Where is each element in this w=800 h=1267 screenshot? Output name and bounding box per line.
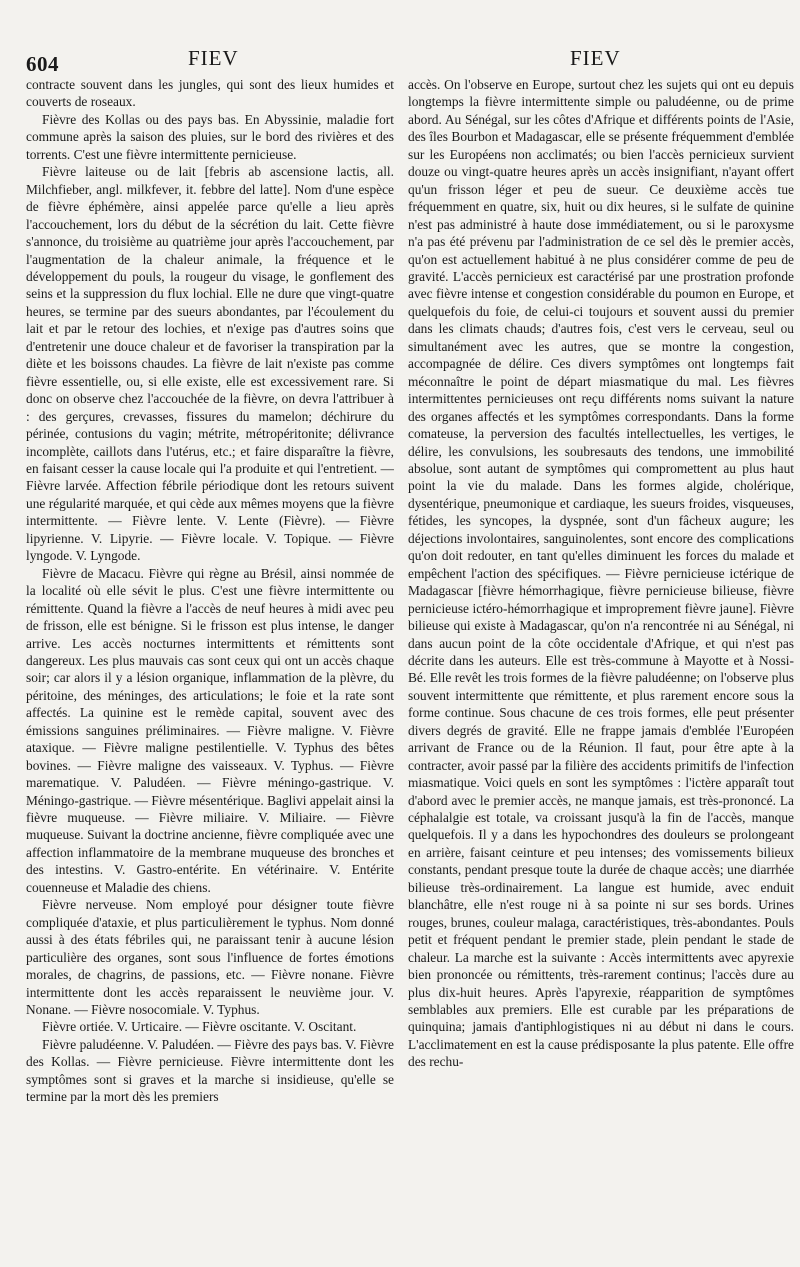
paragraph: Fièvre ortiée. V. Urticaire. — Fièvre oscitante. V. Oscitant. [42,1019,357,1035]
left-running-head: FIEV [188,46,239,70]
paragraph: Fièvre laiteuse ou de lait [febris ab ascensione lactis, all. Milchfieber, angl. milkfever, it. febbre del latte]. Nom d'une espèce de fièvre éphémère, ainsi appelée parce qu'elle a lieu après l'accouchement, lors du début de la sécrétion du lait. Cette fièvre s'annonce, du troisième au quatrième jour après l'accouchement, par l'augmentation de la chaleur animale, la fréquence et le développement du pouls, la rougeur du visage, le gonflement des seins et la suppression du flux lochial. Elle ne dure que vingt-quatre heures, se termine par des sueurs abondantes, par l'écoulement du lait et par le retour des lochies, et n'exige pas d'autres soins que d'entretenir une douce chaleur et de favoriser la transpiration par la diète et les boissons chaudes. La fièvre de lait n'existe pas comme fièvre essentielle, ou, si elle existe, elle est excessivement rare. Si donc on observe chez l'accouchée de la fièvre, on devra l'attribuer à : des gerçures, crevasses, fissures du mamelon; déchirure du périnée, contusions du vagin; métrite, métropéritonite; délivrance incomplète, caillots dans l'utérus, etc.; et faire disparaître la fièvre, en faisant cesser la cause locale qui l'a produite et qui l'entretient. — Fièvre larvée. Affection fébrile périodique dont les retours suivent une régularité marquée, et qui cède aux mêmes moyens que la fièvre intermittente. — Fièvre lente. V. Lente (Fièvre). — Fièvre lipyrienne. V. Lipyrie. — Fièvre locale. V. Topique. — Fièvre lyngode. V. Lyngode. [26,164,394,564]
paragraph: Fièvre nerveuse. Nom employé pour désigner toute fièvre compliquée d'ataxie, et plus particulièrement le typhus. Nom donné aussi à des états fébriles qui, ne paraissant tenir à aucune lésion particulière des organes, sont sous l'influence de fortes émotions morales, de chagrins, de passions, etc. — Fièvre nonane. Fièvre intermittente dont les accès reparaissent le neuvième jour. V. Nonane. — Fièvre nosocomiale. V. Typhus. [26,897,394,1018]
left-text-column [26,76,394,1256]
page-number: 604 [26,52,59,76]
paragraph: Fièvre de Macacu. Fièvre qui règne au Brésil, ainsi nommée de la localité où elle sévit le plus. C'est une fièvre intermittente ou rémittente. Quand la fièvre a l'accès de neuf heures à midi avec peu de frisson, elle est bénigne. Si le frisson est plus intense, le danger arrive. Les accès nocturnes intermittents et rémittents sont dangereux. Les plus mauvais cas sont ceux qui ont un accès chaque soir; car alors il y a lésion organique, inflammation de la plèvre, du péritoine, des méninges, des articulations; le foie et la rate sont affectés. La quinine est le remède capital, souvent avec des émissions sanguines préliminaires. — Fièvre maligne. V. Fièvre ataxique. — Fièvre maligne pestilentielle. V. Typhus des bêtes bovines. — Fièvre maligne des vaisseaux. V. Typhus. — Fièvre marematique. V. Paludéen. — Fièvre méningo-gastrique. V. Méningo-gastrique. — Fièvre mésentérique. Baglivi appelait ainsi la fièvre muqueuse. — Fièvre miliaire. V. Miliaire. — Fièvre muqueuse. Suivant la doctrine ancienne, fièvre compliquée avec une affection inflammatoire de la membrane muqueuse des bronches et des intestins. V. Gastro-entérite. En vétérinaire. V. Entérite couenneuse et Maladie des chiens. [26,565,394,895]
paragraph: Fièvre des Kollas ou des pays bas. En Abyssinie, maladie fort commune après la saison des pluies, sur le bord des rivières et des torrents. C'est une fièvre intermittente pernicieuse. [26,111,394,162]
paragraph: contracte souvent dans les jungles, qui sont des lieux humides et couverts de roseaux. [26,77,394,110]
right-text-column [408,76,794,1256]
right-running-head: FIEV [570,46,621,70]
paragraph: accès. On l'observe en Europe, surtout chez les sujets qui ont eu depuis longtemps la fièvre intermittente simple ou paludéenne, ou de prime abord. Au Sénégal, sur les côtes d'Afrique et différents points de l'Asie, des îles Bourbon et Madagascar, elle se présente fréquemment d'emblée sur les Européens non acclimatés; ou bien l'accès pernicieux survient douze ou vingt-quatre heures après un accès insignifiant, n'ayant offert qu'un frisson léger et peu de sueur. Ce deuxième accès tue fréquemment en quatre, six, huit ou dix heures, si le sulfate de quinine n'est pas administré à haute dose immédiatement, ou si le paroxysme n'a pas été prévenu par l'administration de ce sel dès le premier accès, qu'on est actuellement habitué à ne plus considérer comme de peu de gravité. L'accès pernicieux est caractérisé par une prostration profonde avec fièvre intense et congestion considérable du poumon en Europe, et quelquefois du foie, de celui-ci toujours et souvent aussi du premier dans les climats chauds; d'autres fois, c'est vers le cerveau, seul ou simultanément avec les autres, que se montre la congestion, accompagnée de délire. Ces divers symptômes ont longtemps fait méconnaître le point de départ miasmatique du mal. Les fièvres intermittentes pernicieuses ont reçu différents noms suivant la nature des organes affectés et les symptômes correspondants. Dans la forme comateuse, la perversion des facultés intellectuelles, les vertiges, le délire, les convulsions, les soubresauts des tendons, une immobilité absolue, sont autant de symptômes qui compromettent au plus haut point la vie du malade. Dans les formes algide, cholérique, dysentérique, pneumonique et cardiaque, les sueurs froides, visqueuses, fétides, les syncopes, la dyspnée, sont d'un fâcheux augure; les déjections involontaires, sanguinolentes, sont encore des complications qu'on doit redouter, en tant qu'elles diminuent les forces du malade et empêchent l'action des spécifiques. — Fièvre pernicieuse ictérique de Madagascar [fièvre hémorrhagique, fièvre pernicieuse bilieuse, fièvre pernicieuse ictéro-hémorrhagique et improprement fièvre jaune]. Fièvre bilieuse qui existe à Madagascar, qu'on n'a rencontrée ni au Sénégal, ni dans aucun point de la côte occidentale d'Afrique, et qui n'est pas décrite dans les auteurs. Elle est très-commune à Mayotte et à Nossi-Bé. Elle revêt les trois formes de la fièvre paludéenne; on l'observe plus souvent intermittente que rémittente, et plus rarement encore sous la forme continue. Sous chacune de ces trois formes, elle peut présenter divers degrés de gravité. Elle ne frappe jamais d'emblée l'Européen arrivant de France ou de la Réunion. Il faut, pour être apte à la contracter, avoir passé par la filière des accidents primitifs de l'infection miasmatique. Voici quels en sont les symptômes : l'ictère apparaît tout d'abord avec le premier accès, ne manque jamais, est très-prononcé. La céphalalgie est totale, va croissant jusqu'à la fin de l'accès, manque quelquefois. Il y a dans les hypochondres des douleurs se prolongeant en arrière, faisant ceinture et peu intenses; des vomissements bilieux constants, pendant presque toute la durée de chaque accès; une diarrhée bilieuse très-ordinairement. La langue est humide, avec enduit blanchâtre, elle n'est rouge ni à sa pointe ni sur ses bords. Urines rouges, brunes, couleur malaga, caractéristiques, très-abondantes. Pouls petit et fréquent pendant le premier stade, plein pendant le stade de chaleur. La marche est la suivante : Accès intermittents avec apyrexie bien prononcée ou rémittents, très-rarement continus; l'accès dure au plus dix-huit heures. Après l'apyrexie, réapparition de symptômes semblables aux premiers. Elle est curable par les préparations de quinquina; jamais d'antiphlogistiques ni au début ni dans le cours. L'acclimatement en est la cause prédisposante la plus patente. Elle offre des rechu- [408,77,794,1070]
paragraph: Fièvre paludéenne. V. Paludéen. — Fièvre des pays bas. V. Fièvre des Kollas. — Fièvre pernicieuse. Fièvre intermittente dont les symptômes sont si graves et la marche si insidieuse, qu'elle se termine par la mort dès les premiers [26,1036,394,1105]
